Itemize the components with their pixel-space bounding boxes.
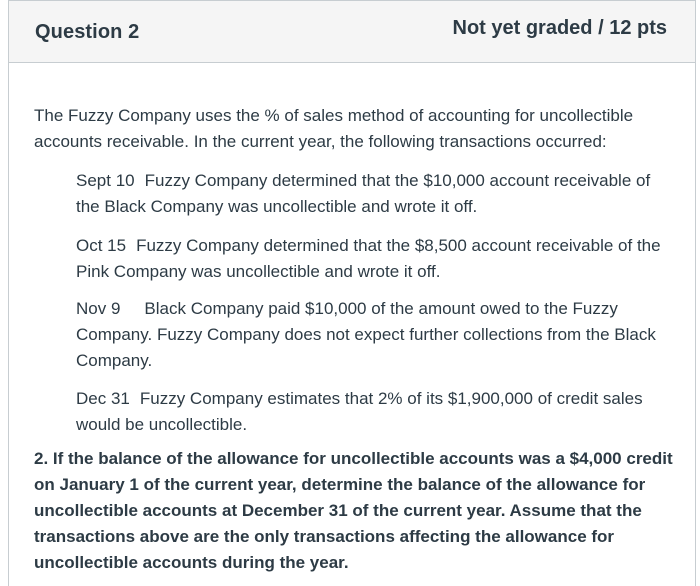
transaction-text: Fuzzy Company determined that the $8,500 account receivable of the Pink Company was uncollectible and wrote it off.: [76, 236, 661, 281]
question-prompt: 2. If the balance of the allowance for uncollectible accounts was a $4,000 credit on January 1 of the current year, determine the balance of the allowance for uncollectible accounts at December 31 of the current year. Assume that the transactions above are the only transactions affecting the allowance for uncollectible accounts during the year.: [34, 449, 673, 572]
transaction-item: [34, 233, 674, 285]
question-body: [34, 103, 674, 576]
transaction-item: [34, 386, 674, 438]
transaction-item: [34, 296, 674, 374]
question-header: [9, 1, 695, 63]
transaction-text: Black Company paid $10,000 of the amount owed to the Fuzzy Company. Fuzzy Company does not expect further collections from the Black Company.: [76, 299, 656, 370]
transaction-text: Fuzzy Company determined that the $10,000 account receivable of the Black Company was uncollectible and wrote it off.: [76, 171, 651, 216]
transaction-date: Oct 15: [76, 236, 127, 255]
question-card: [8, 0, 696, 586]
grading-status: Not yet graded / 12 pts: [452, 17, 667, 39]
transaction-text: Fuzzy Company estimates that 2% of its $1,900,000 of credit sales would be uncollectible.: [76, 389, 643, 434]
transaction-date: Nov 9: [76, 299, 121, 318]
transaction-item: [34, 168, 674, 220]
transaction-date: Dec 31: [76, 389, 130, 408]
question-intro: The Fuzzy Company uses the % of sales method of accounting for uncollectible accounts receivable. In the current year, the following transactions occurred:: [34, 106, 634, 151]
transaction-date: Sept 10: [76, 171, 135, 190]
question-title: Question 2: [35, 21, 140, 43]
